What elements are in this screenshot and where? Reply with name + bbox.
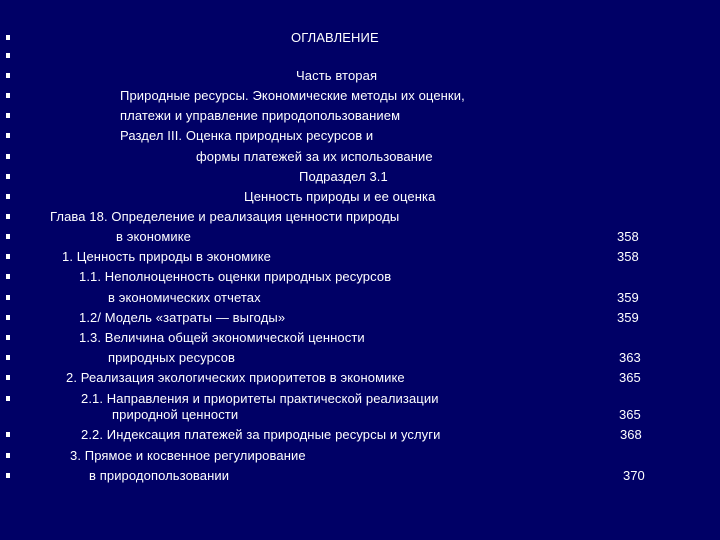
toc-page-number: 365 xyxy=(619,407,641,422)
toc-line-text: 2. Реализация экологических приоритетов в экономике xyxy=(66,370,405,385)
toc-line xyxy=(0,447,720,467)
toc-line xyxy=(0,426,720,446)
bullet-icon xyxy=(6,154,10,159)
toc-line xyxy=(0,67,720,87)
toc-line xyxy=(0,87,720,107)
toc-line-text: в экономике xyxy=(116,229,191,244)
toc-page-number: 365 xyxy=(619,370,641,385)
toc-line-text: 1.3. Величина общей экономической ценности xyxy=(79,330,365,345)
toc-line xyxy=(0,208,720,228)
bullet-icon xyxy=(6,396,10,401)
bullet-icon xyxy=(6,473,10,478)
bullet-icon xyxy=(6,174,10,179)
bullet-icon xyxy=(6,133,10,138)
toc-line xyxy=(0,349,720,369)
toc-line-text: 1.1. Неполноценность оценки природных ресурсов xyxy=(79,269,392,284)
toc-line xyxy=(0,148,720,168)
toc-line xyxy=(0,168,720,188)
toc-line xyxy=(0,406,720,426)
toc-line-text: 3. Прямое и косвенное регулирование xyxy=(70,448,306,463)
bullet-icon xyxy=(6,295,10,300)
bullet-icon xyxy=(6,234,10,239)
bullet-icon xyxy=(6,93,10,98)
toc-page-number: 359 xyxy=(617,290,639,305)
toc-page-number: 370 xyxy=(623,468,645,483)
bullet-icon xyxy=(6,375,10,380)
toc-line-text: в природопользовании xyxy=(89,468,230,483)
toc-line xyxy=(0,329,720,349)
toc-page-number: 358 xyxy=(617,249,639,264)
toc-line-text: в экономических отчетах xyxy=(108,290,261,305)
toc-line xyxy=(0,127,720,147)
toc-page-number: 368 xyxy=(620,427,642,442)
bullet-icon xyxy=(6,315,10,320)
toc-line xyxy=(0,228,720,248)
toc-line-text: Подраздел 3.1 xyxy=(299,169,388,184)
bullet-icon xyxy=(6,355,10,360)
toc-page-number: 359 xyxy=(617,310,639,325)
toc-line xyxy=(0,107,720,127)
toc-line-text: природных ресурсов xyxy=(108,350,236,365)
toc-line-text: Глава 18. Определение и реализация ценности природы xyxy=(50,209,400,224)
toc-line xyxy=(0,467,720,487)
toc-line-text: 2.1. Направления и приоритеты практической реализации xyxy=(81,391,439,406)
toc-page-number: 358 xyxy=(617,229,639,244)
bullet-icon xyxy=(6,453,10,458)
toc-line-text: Часть вторая xyxy=(296,68,378,83)
toc-line-text: платежи и управление природопользованием xyxy=(120,108,401,123)
toc-line-text: природной ценности xyxy=(112,407,239,422)
toc-page-number: 363 xyxy=(619,350,641,365)
bullet-icon xyxy=(6,254,10,259)
toc-line xyxy=(0,248,720,268)
toc-line xyxy=(0,309,720,329)
toc-line-text: 1.2/ Модель «затраты — выгоды» xyxy=(79,310,286,325)
toc-line xyxy=(0,188,720,208)
toc-line-text: 1. Ценность природы в экономике xyxy=(62,249,271,264)
bullet-icon xyxy=(6,53,10,58)
bullet-icon xyxy=(6,274,10,279)
bullet-icon xyxy=(6,73,10,78)
toc-line-empty xyxy=(0,47,720,67)
bullet-icon xyxy=(6,113,10,118)
bullet-icon xyxy=(6,35,10,40)
bullet-icon xyxy=(6,214,10,219)
toc-title-line xyxy=(0,29,720,49)
toc-line-text: Природные ресурсы. Экономические методы их оценки, xyxy=(120,88,465,103)
toc-title: ОГЛАВЛЕНИЕ xyxy=(291,30,379,45)
toc-line xyxy=(0,289,720,309)
bullet-icon xyxy=(6,194,10,199)
toc-line-text: Ценность природы и ее оценка xyxy=(244,189,436,204)
toc-line xyxy=(0,268,720,288)
bullet-icon xyxy=(6,335,10,340)
toc-line-text: формы платежей за их использование xyxy=(196,149,433,164)
toc-line-text: 2.2. Индексация платежей за природные ресурсы и услуги xyxy=(81,427,441,442)
bullet-icon xyxy=(6,432,10,437)
toc-line-text: Раздел III. Оценка природных ресурсов и xyxy=(120,128,374,143)
toc-line xyxy=(0,369,720,389)
